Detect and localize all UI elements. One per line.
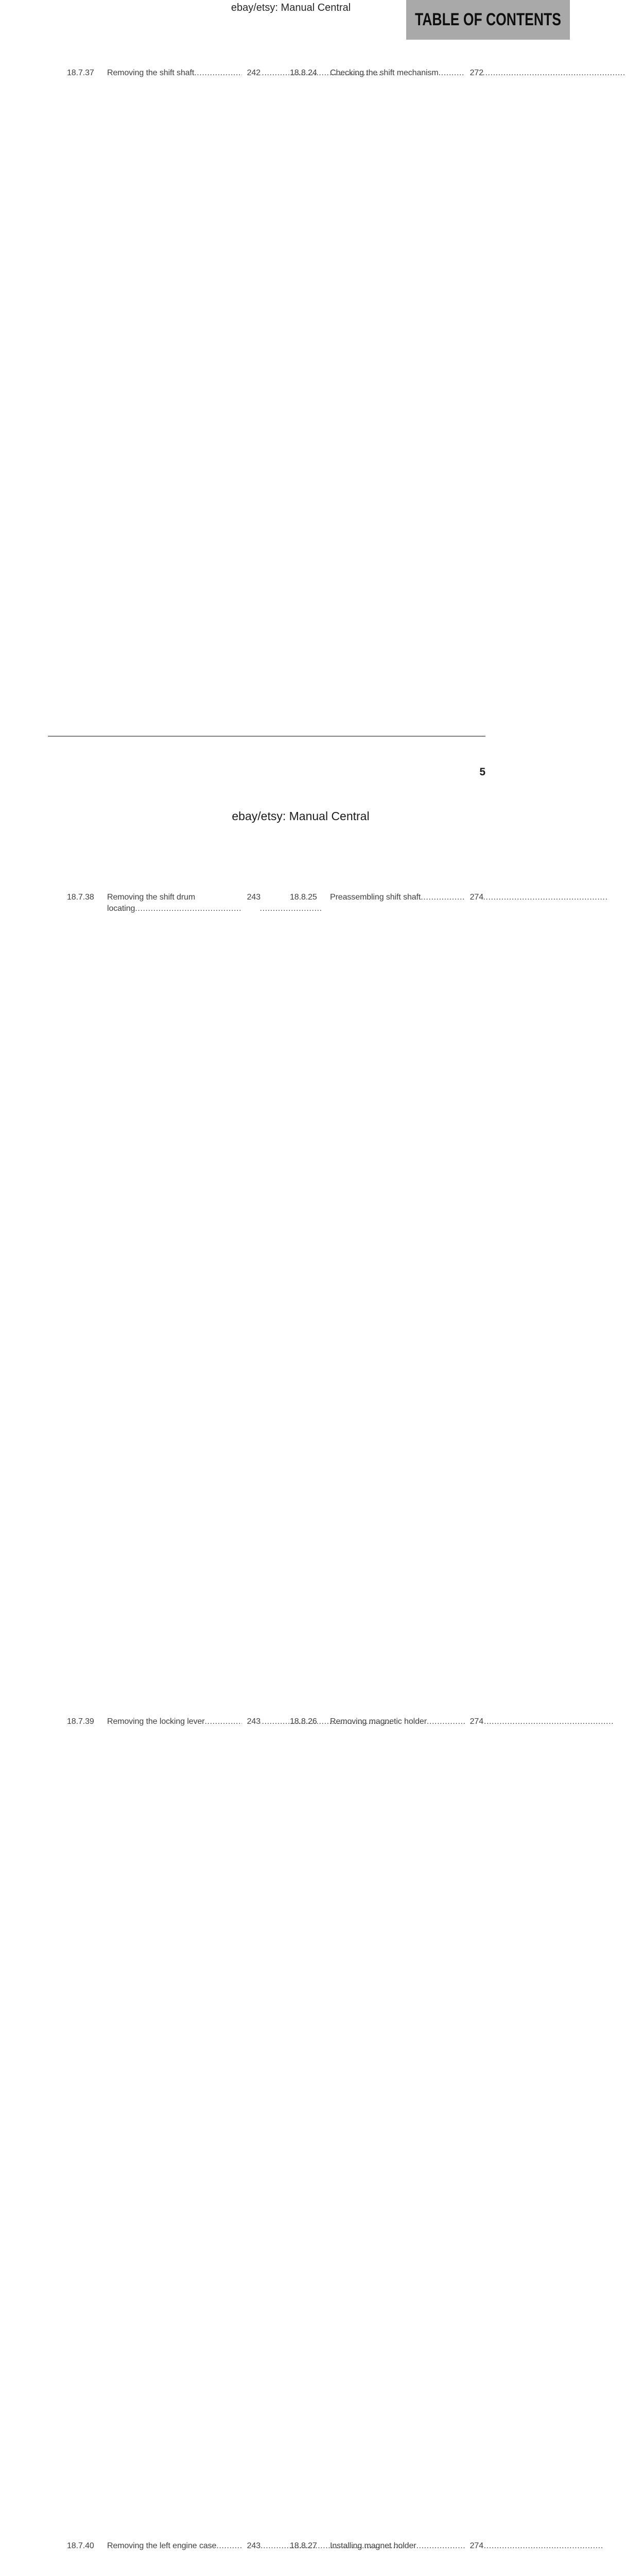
toc-entry-title-wrap [330,67,465,79]
toc-entry [290,1716,483,2540]
toc-entry-number: 18.7.38 [67,893,94,902]
toc-entry [67,1716,260,2540]
toc-entry-title: Removing the left engine case [107,2541,217,2550]
toc-entry-page: 242 [242,67,260,892]
toc-entry [67,2540,260,2576]
toc-entry-number: 18.7.39 [67,1717,94,1726]
toc-entry-page: 243 [242,1716,260,2540]
footer-page-number: 5 [479,766,485,778]
toc-entry [290,892,483,1716]
toc-entry-title-wrap [330,2540,465,2552]
toc-entry-title-wrap [330,1716,465,1727]
toc-column-left [67,67,260,2576]
toc-entry-title-wrap [107,1716,242,1727]
toc-entry [290,2540,483,2576]
dot-leader [416,2541,603,2550]
footer-site-label: ebay/etsy: Manual Central [232,809,370,823]
toc-entry-title-wrap [330,892,465,903]
toc-entry-number: 18.8.27 [290,2541,317,2550]
dot-leader [421,893,607,902]
toc-entry-title: Removing the shift shaft [107,69,195,77]
toc-entry-number: 18.7.37 [67,69,94,77]
toc-entry-number: 18.8.26 [290,1717,317,1726]
footer-divider [48,736,485,737]
toc-entry-title: Removing magnetic holder [330,1717,427,1726]
toc-entry-page: 272 [465,67,483,892]
toc-entry-number: 18.8.24 [290,69,317,77]
toc-entry-title-wrap [107,892,242,914]
toc-title: TABLE OF CONTENTS [415,10,561,29]
toc-entry-title: Removing the shift drum locating [107,893,196,913]
toc-entry-title-wrap [107,67,242,79]
toc-entry-number: 18.7.40 [67,2541,94,2550]
toc-entry [67,892,260,1716]
toc-entry-title: Removing the locking lever [107,1717,205,1726]
header-site-label: ebay/etsy: Manual Central [231,2,351,13]
toc-entry-page: 243 [242,892,260,1716]
toc-entry-title: Checking the shift mechanism [330,69,439,77]
toc-entry-page: 274 [465,892,483,1716]
toc-title-banner [406,0,570,40]
toc-entry-page: 243 [242,2540,260,2576]
toc-entry [67,67,260,892]
toc-entry-page: 274 [465,1716,483,2540]
toc-entry-title: Installing magnet holder [330,2541,416,2550]
toc-entry-title-wrap [107,2540,242,2552]
toc-entry-number: 18.8.25 [290,893,317,902]
toc-entry-page: 274 [465,2540,483,2576]
toc-entry-title: Preassembling shift shaft [330,893,421,902]
dot-leader [427,1717,614,1726]
toc-column-right [290,67,483,2576]
